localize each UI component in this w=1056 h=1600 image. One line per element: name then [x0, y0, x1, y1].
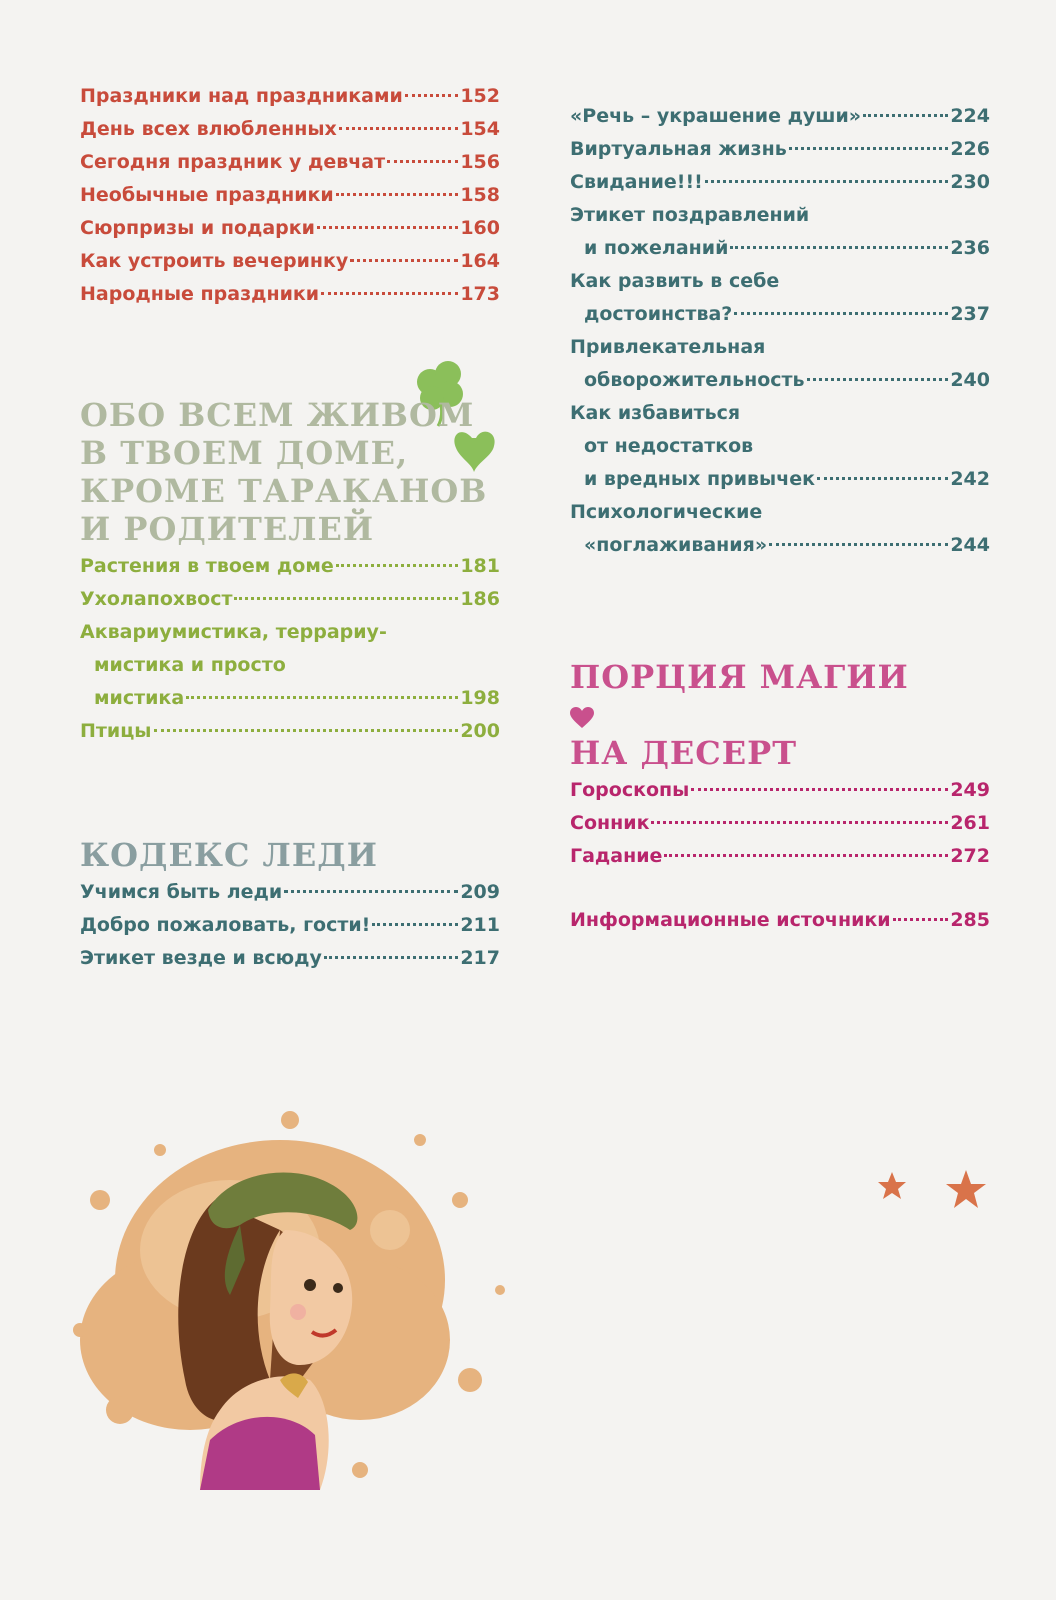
toc-entry-title: Ухолапохвост [80, 588, 233, 610]
toc-entry[interactable] [570, 199, 990, 265]
toc-entry-line [570, 496, 990, 529]
toc-entry-title: обворожительность [584, 369, 805, 391]
toc-entry-line [570, 430, 990, 463]
toc-entry[interactable] [80, 550, 500, 583]
toc-entry-page: 226 [950, 138, 990, 160]
leader-dots [284, 890, 458, 893]
toc-entry-line [570, 133, 990, 166]
toc-entry-title: «поглаживания» [584, 534, 768, 556]
toc-entry-page: 272 [950, 845, 990, 867]
leader-dots [186, 696, 458, 699]
toc-entry-title: Сонник [570, 812, 650, 834]
toc-section-magic [570, 658, 990, 873]
leader-dots [730, 246, 948, 249]
toc-entry-title: Информационные источники [570, 909, 891, 931]
toc-entry-title: Учимся быть леди [80, 881, 283, 903]
toc-entry-title: День всех влюбленных [80, 118, 337, 140]
toc-entry-page: 240 [950, 369, 990, 391]
leader-dots [769, 543, 948, 546]
toc-entry-title: Растения в твоем доме [80, 555, 334, 577]
toc-entry-page: 230 [950, 171, 990, 193]
toc-entry-title: Как избавиться [570, 402, 741, 424]
heading-line: И РОДИТЕЛЕЙ [80, 510, 375, 548]
toc-list [570, 904, 990, 937]
toc-entry[interactable] [570, 904, 990, 937]
toc-entry-title: и вредных привычек [584, 468, 816, 490]
toc-entry-title: Птицы [80, 720, 152, 742]
toc-entry-line [570, 199, 990, 232]
toc-entry-title: Гороскопы [570, 779, 690, 801]
toc-entry-title: Как устроить вечеринку [80, 250, 349, 272]
toc-entry-page: 186 [460, 588, 500, 610]
leader-dots [807, 378, 949, 381]
toc-entry-page: 156 [460, 151, 500, 173]
toc-entry[interactable] [570, 133, 990, 166]
toc-entry-title: Праздники над праздниками [80, 85, 403, 107]
toc-entry[interactable] [80, 80, 500, 113]
leader-dots [234, 597, 458, 600]
toc-entry-page: 249 [950, 779, 990, 801]
heading-line [570, 658, 990, 734]
toc-entry-line [570, 529, 990, 562]
toc-entry-page: 152 [460, 85, 500, 107]
toc-entry[interactable] [80, 942, 500, 975]
toc-entry-page: 181 [460, 555, 500, 577]
leader-dots [691, 788, 948, 791]
toc-entry-title: Сегодня праздник у девчат [80, 151, 386, 173]
leader-dots [405, 94, 459, 97]
section-heading [570, 658, 990, 772]
leader-dots [336, 564, 459, 567]
toc-entry-title: от недостатков [584, 435, 754, 457]
toc-entry-line [80, 616, 500, 649]
leader-dots [817, 477, 948, 480]
leader-dots [893, 918, 949, 921]
heart-icon [570, 707, 594, 729]
toc-entry[interactable] [80, 583, 500, 616]
toc-entry-title: Аквариумистика, террариу- [80, 621, 387, 643]
toc-entry-title: Необычные праздники [80, 184, 334, 206]
toc-entry[interactable] [80, 245, 500, 278]
leader-dots [372, 923, 458, 926]
toc-section-living [80, 396, 500, 748]
toc-list [80, 550, 500, 748]
toc-entry-title: Этикет везде и всюду [80, 947, 322, 969]
heading-line: В ТВОЕМ ДОМЕ, [80, 434, 409, 472]
toc-entry-page: 198 [460, 687, 500, 709]
toc-list [80, 80, 500, 311]
toc-entry-title: «Речь – украшение души» [570, 105, 862, 127]
leader-dots [350, 259, 458, 262]
toc-entry-page: 242 [950, 468, 990, 490]
toc-entry-page: 217 [460, 947, 500, 969]
toc-entry-title: Гадание [570, 845, 663, 867]
leader-dots [317, 226, 458, 229]
toc-entry-line [570, 232, 990, 265]
toc-list [570, 774, 990, 873]
leader-dots [324, 956, 458, 959]
toc-entry-page: 285 [950, 909, 990, 931]
toc-entry-title: Добро пожаловать, гости! [80, 914, 371, 936]
toc-entry[interactable] [570, 496, 990, 562]
toc-entry-page: 154 [460, 118, 500, 140]
toc-entry[interactable] [570, 265, 990, 331]
toc-entry-title: Сюрпризы и подарки [80, 217, 315, 239]
toc-entry-page: 236 [950, 237, 990, 259]
heading-line-text: ПОРЦИЯ МАГИИ [570, 658, 909, 696]
toc-entry[interactable] [80, 278, 500, 311]
leader-dots [651, 821, 948, 824]
toc-entry[interactable] [570, 774, 990, 807]
heading-line: НА ДЕСЕРТ [570, 734, 798, 772]
section-heading [80, 396, 500, 548]
toc-entry[interactable] [80, 179, 500, 212]
toc-list [80, 876, 500, 975]
toc-entry-line [570, 100, 990, 133]
toc-entry[interactable] [80, 146, 500, 179]
leader-dots [336, 193, 459, 196]
toc-entry[interactable] [570, 100, 990, 133]
toc-entry[interactable] [80, 616, 500, 715]
toc-entry-line [80, 649, 500, 682]
leader-dots [154, 729, 459, 732]
toc-entry-line [570, 298, 990, 331]
toc-entry-page: 158 [460, 184, 500, 206]
toc-entry-page: 244 [950, 534, 990, 556]
toc-entry-line [570, 364, 990, 397]
star-icon [878, 1170, 998, 1220]
toc-entry-page: 224 [950, 105, 990, 127]
toc-entry-page: 200 [460, 720, 500, 742]
toc-entry-title: мистика и просто [94, 654, 286, 676]
toc-entry[interactable] [80, 113, 500, 146]
toc-entry-page: 211 [460, 914, 500, 936]
toc-entry-title: и пожеланий [584, 237, 729, 259]
toc-section-etiquette [570, 100, 990, 562]
toc-entry-page: 237 [950, 303, 990, 325]
toc-entry-line [570, 331, 990, 364]
toc-entry[interactable] [570, 331, 990, 397]
toc-entry[interactable] [80, 876, 500, 909]
toc-entry-title: Свидание!!! [570, 171, 703, 193]
toc-entry[interactable] [80, 715, 500, 748]
toc-entry-page: 209 [460, 881, 500, 903]
section-heading: КОДЕКС ЛЕДИ [80, 836, 378, 874]
toc-entry[interactable] [570, 397, 990, 496]
toc-entry-title: Виртуальная жизнь [570, 138, 787, 160]
toc-entry[interactable] [570, 840, 990, 873]
leader-dots [387, 160, 458, 163]
toc-entry-page: 160 [460, 217, 500, 239]
heading-line: ОБО ВСЕМ ЖИВОМ [80, 396, 475, 434]
toc-list [570, 100, 990, 562]
toc-section-lady [80, 836, 500, 975]
toc-entry-title: Как развить в себе [570, 270, 780, 292]
toc-entry-page: 261 [950, 812, 990, 834]
toc-entry-title: Психологические [570, 501, 763, 523]
toc-entry-title: Этикет поздравлений [570, 204, 810, 226]
toc-entry-line [570, 397, 990, 430]
leader-dots [705, 180, 949, 183]
leader-dots [321, 292, 458, 295]
toc-entry[interactable] [570, 166, 990, 199]
toc-entry-line [570, 463, 990, 496]
toc-section-holidays [80, 80, 500, 311]
toc-entry-title: Привлекательная [570, 336, 766, 358]
toc-entry[interactable] [80, 909, 500, 942]
toc-entry-page: 173 [460, 283, 500, 305]
toc-entry-title: мистика [94, 687, 185, 709]
leader-dots [734, 312, 948, 315]
leader-dots [789, 147, 949, 150]
toc-entry-title: достоинства? [584, 303, 733, 325]
toc-entry[interactable] [570, 807, 990, 840]
toc-section-sources [570, 904, 990, 937]
leader-dots [664, 854, 948, 857]
toc-entry-line [80, 682, 500, 715]
toc-entry-line [570, 265, 990, 298]
heading-line: КРОМЕ ТАРАКАНОВ [80, 472, 488, 510]
toc-entry-line [570, 166, 990, 199]
leader-dots [339, 127, 459, 130]
toc-entry[interactable] [80, 212, 500, 245]
leader-dots [863, 114, 948, 117]
toc-entry-title: Народные праздники [80, 283, 320, 305]
girl-illustration [40, 1080, 520, 1510]
toc-entry-page: 164 [460, 250, 500, 272]
